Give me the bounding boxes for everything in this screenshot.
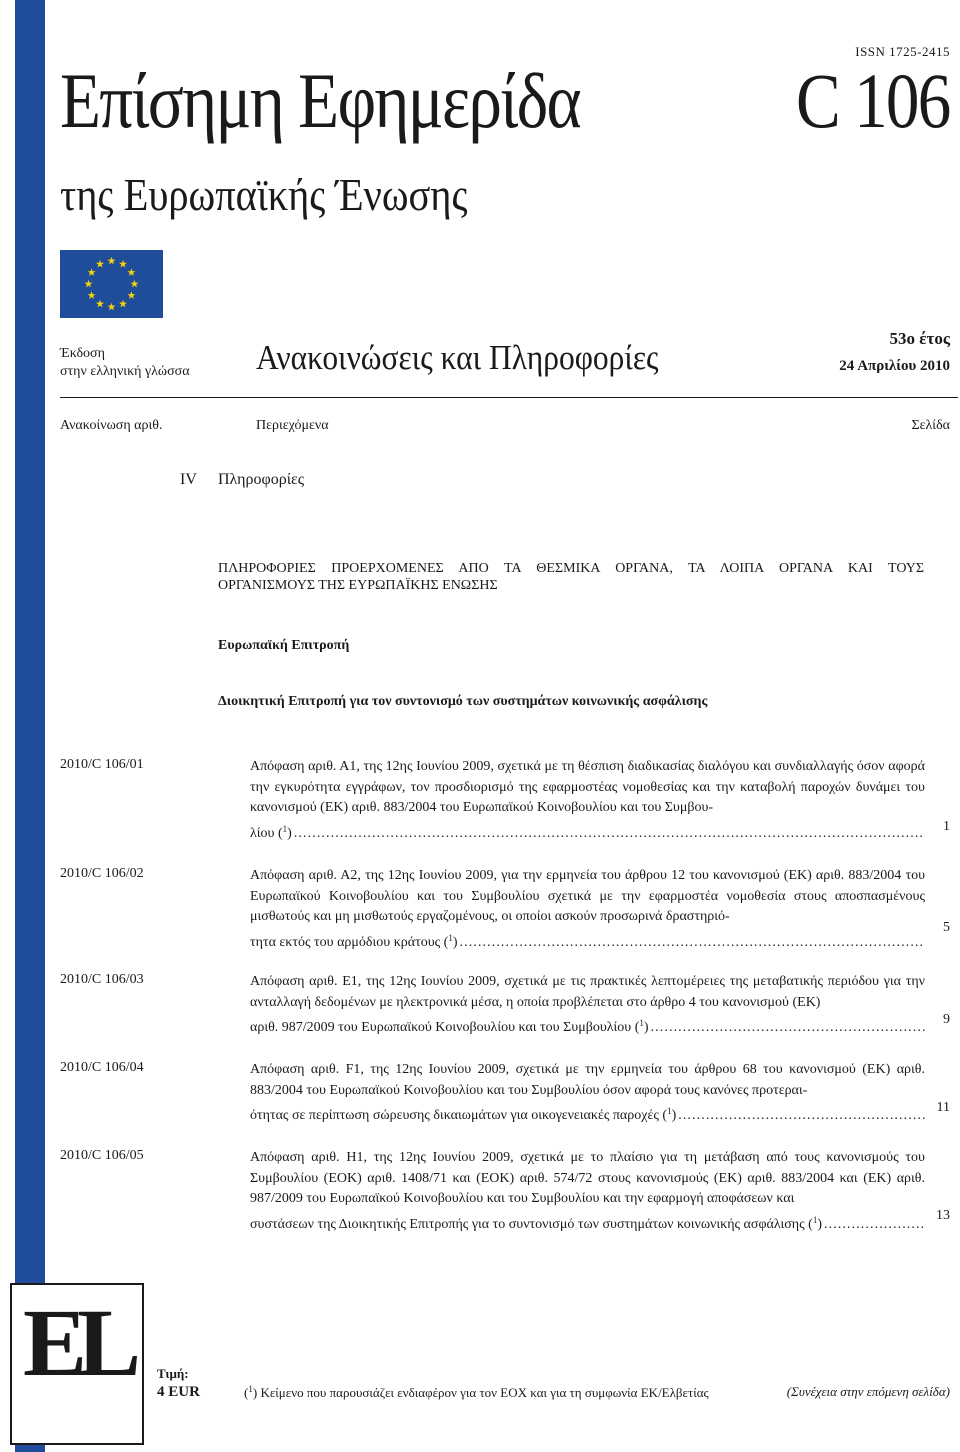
entry-description: Απόφαση αριθ. Ε1, της 12ης Ιουνίου 2009, σχετικά με τις πρακτικές λεπτομέρειες της μεταβατικής περιόδου για την ανταλλαγή δεδομένων με ηλεκτρονικά μέσα, η οποία προβλέπεται στο άρθρο 4 του κανονισμού (ΕΚ) — [250, 974, 925, 1010]
institutions-heading-line1: ΠΛΗΡΟΦΟΡΙΕΣ ΠΡΟΕΡΧΟΜΕΝΕΣ ΑΠΟ ΤΑ ΘΕΣΜΙΚΑ ΟΡΓΑΝΑ, ΤΑ ΛΟΙΠΑ ΟΡΓΑΝΑ ΚΑΙ ΤΟΥΣ — [218, 561, 924, 576]
dot-leader — [294, 824, 925, 845]
dot-leader — [460, 933, 925, 954]
contents-entry[interactable] — [250, 757, 925, 844]
entry-last-line: τητα εκτός του αρμόδιου κράτους ($^1$) — [250, 932, 458, 950]
entry-description: Απόφαση αριθ. Α1, της 12ης Ιουνίου 2009, σχετικά με τη θέσπιση διαδικασίας διαλόγου και συνδιαλλαγής όσον αφορά την εγκυρότητα εγγράφων, τον προσδιορισμό της εφαρμοστέας νομοθεσίας και την καταβολή παροχών δυνάμει του κανονισμού (ΕΚ) αριθ. 883/2004 του Ευρωπαϊκού Κοινοβουλίου και του Συμβου- — [250, 759, 925, 815]
institutions-heading — [218, 560, 924, 594]
price-label: Τιμή: — [157, 1366, 189, 1381]
volume-year: 53ο έτος — [889, 329, 950, 348]
column-header-notice: Ανακοίνωση αριθ. — [60, 418, 163, 433]
footnote-ref: 1 — [812, 1214, 818, 1225]
entry-page-number: 1 — [943, 819, 950, 834]
footnote-text: Κείμενο που παρουσιάζει ενδιαφέρον για τον ΕΟΧ και για τη συμφωνία ΕΚ/Ελβετίας — [260, 1385, 709, 1400]
left-blue-band — [15, 0, 45, 1452]
eu-flag-icon — [60, 250, 163, 318]
edition-label — [60, 345, 190, 381]
organisation-heading: Ευρωπαϊκή Επιτροπή — [218, 638, 350, 653]
entry-last-line: ότητας σε περίπτωση σώρευσης δικαιωμάτων για οικογενειακές παροχές ($^1$) — [250, 1106, 677, 1123]
institutions-heading-line2: ΟΡΓΑΝΙΣΜΟΥΣ ΤΗΣ ΕΥΡΩΠΑΪΚΗΣ ΕΝΩΣΗΣ — [218, 578, 498, 593]
dot-leader — [678, 1106, 925, 1127]
part-number: IV — [180, 471, 197, 488]
contents-entry[interactable] — [250, 866, 925, 953]
issue-number: C 106 — [796, 57, 950, 144]
header-rule — [60, 397, 958, 398]
notice-number: 2010/C 106/02 — [60, 866, 144, 881]
issn: ISSN 1725-2415 — [855, 44, 950, 59]
price-value: 4 EUR — [157, 1384, 200, 1400]
entry-last-line: αριθ. 987/2009 του Ευρωπαϊκού Κοινοβουλίου και του Συμβουλίου ($^1$) — [250, 1018, 649, 1035]
journal-title: Επίσημη Εφημερίδα — [60, 57, 580, 144]
notice-number: 2010/C 106/01 — [60, 757, 144, 772]
footnote-ref: 1 — [667, 1106, 672, 1116]
entry-description: Απόφαση αριθ. Η1, της 12ης Ιουνίου 2009, σχετικά με το πλαίσιο για τη μετάβαση από τους κανονισμούς του Συμβουλίου (ΕΟΚ) αριθ. 1408/71 και (ΕΟΚ) αριθ. 574/72 στους κανονισμούς (ΕΚ) αριθ. 883/2004 και (ΕΚ) αριθ. 987/2009 του Ευρωπαϊκού Κοινοβουλίου και του Συμβουλίου και την εφαρμογή αποφάσεων και — [250, 1150, 925, 1206]
dot-leader — [824, 1215, 925, 1236]
entry-last-line: συστάσεων της Διοικητικής Επιτροπής για το συντονισμό των συστημάτων κοινωνικής ασφάλισης ($^1$) — [250, 1214, 822, 1232]
contents-entry[interactable] — [250, 1148, 925, 1235]
notice-number: 2010/C 106/03 — [60, 972, 144, 987]
column-header-contents: Περιεχόμενα — [256, 418, 329, 433]
committee-heading: Διοικητική Επιτροπή για τον συντονισμό των συστημάτων κοινωνικής ασφάλισης — [218, 694, 708, 709]
entry-description: Απόφαση αριθ. F1, της 12ης Ιουνίου 2009, σχετικά με την ερμηνεία του άρθρου 68 του κανονισμού (ΕΚ) αριθ. 883/2004 του Ευρωπαϊκού Κοινοβουλίου και του Συμβουλίου όσον αφορά τους κανόνες προτεραι- — [250, 1062, 925, 1098]
footnote-ref: 1 — [448, 932, 453, 943]
notice-number: 2010/C 106/04 — [60, 1060, 144, 1075]
language-code: EL — [22, 1289, 132, 1396]
entry-page-number: 5 — [943, 920, 950, 935]
footnote-ref: 1 — [282, 823, 288, 834]
entry-page-number: 9 — [943, 1012, 950, 1027]
continued-note: (Συνέχεια στην επόμενη σελίδα) — [786, 1384, 950, 1399]
contents-entry[interactable] — [250, 1060, 925, 1127]
issue-date: 24 Απριλίου 2010 — [839, 358, 950, 374]
contents-entry[interactable] — [250, 972, 925, 1039]
edition-language: στην ελληνική γλώσσα — [60, 364, 190, 379]
footnote-ref: 1 — [639, 1018, 644, 1028]
section-title: Ανακοινώσεις και Πληροφορίες — [256, 338, 659, 377]
footnote-mark: 1 — [248, 1384, 253, 1394]
notice-number: 2010/C 106/05 — [60, 1148, 144, 1163]
dot-leader — [651, 1018, 925, 1039]
edition-line: Έκδοση — [60, 346, 105, 361]
part-title: Πληροφορίες — [218, 471, 305, 488]
entry-page-number: 13 — [936, 1208, 950, 1223]
footnote: ($^1$) Κείμενο που παρουσιάζει ενδιαφέρον για τον ΕΟΧ και για τη συμφωνία ΕΚ/Ελβετίας — [244, 1384, 709, 1400]
entry-page-number: 11 — [936, 1100, 950, 1115]
column-header-page: Σελίδα — [911, 418, 950, 433]
journal-subtitle: της Ευρωπαϊκής Ένωσης — [60, 169, 468, 220]
entry-description: Απόφαση αριθ. Α2, της 12ης Ιουνίου 2009, για την ερμηνεία του άρθρου 12 του κανονισμού (ΕΚ) αριθ. 883/2004 του Ευρωπαϊκού Κοινοβουλίου και του Συμβουλίου σχετικά με την εφαρμοστέα νομοθεσία στους αποσπασμένους μισθωτούς και μη μισθωτούς εργαζομένους, οι οποίοι ασκούν προσωρινά δραστηριό- — [250, 868, 925, 924]
entry-last-line: λίου ($^1$) — [250, 823, 292, 841]
